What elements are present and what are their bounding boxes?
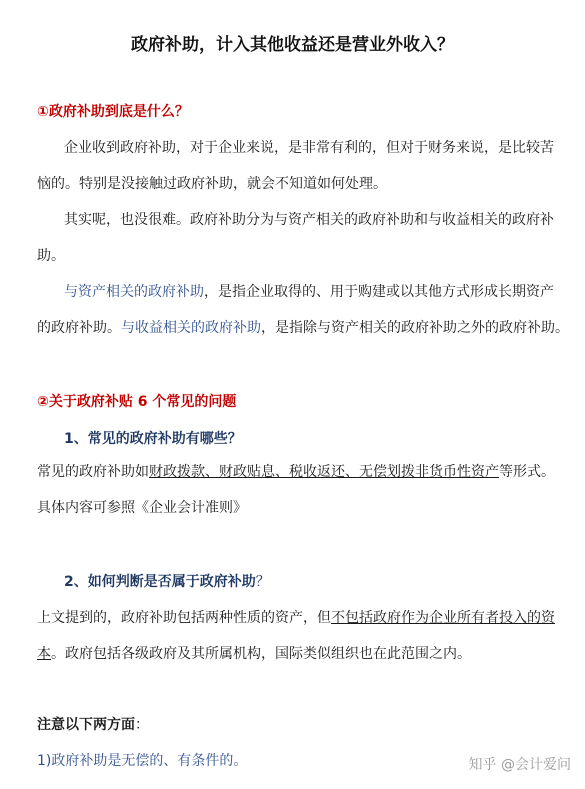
question1-heading: 1、常见的政府补助有哪些？: [64, 431, 242, 447]
subsidy-forms-underlined: 财政拨款、财政贴息、税收返还、无偿划拨非货币性资产: [149, 464, 499, 480]
question1-line1: [37, 463, 555, 481]
question2-line2: [37, 645, 471, 663]
note-item1: 1)政府补助是无偿的、有条件的。: [37, 753, 248, 769]
note-label-text: 注意以下两方面: [37, 717, 135, 733]
paragraph1-line1: 企业收到政府补助，对于企业来说，是非常有利的，但对于财务来说，是比较苦: [64, 140, 554, 156]
section2-heading: ②关于政府补贴 6 个常见的问题: [37, 394, 237, 410]
question2-line1-start: 上文提到的，政府补助包括两种性质的资产，但: [37, 610, 331, 626]
zhihu-watermark: 知乎 @会计爱问: [468, 757, 571, 773]
note-label-colon: ：: [135, 717, 149, 733]
question2-line1: [37, 609, 555, 627]
question1-line1-start: 常见的政府补助如: [37, 464, 149, 480]
asset-related-subsidy-term: 与资产相关的政府补助: [64, 284, 204, 300]
exclusion-underlined: 不包括政府作为企业所有者投入的资: [331, 610, 555, 626]
paragraph3-line2-start: 的政府补助。: [37, 320, 121, 336]
question1-line1-end: 等形式。: [499, 464, 555, 480]
question2-heading: [64, 571, 270, 591]
question1-line2: 具体内容可参照《企业会计准则》: [37, 500, 247, 516]
page-title: 政府补助，计入其他收益还是营业外收入？: [131, 35, 454, 55]
note-label: [37, 716, 149, 734]
paragraph2-line1: 其实呢，也没很难。政府补助分为与资产相关的政府补助和与收益相关的政府补: [64, 212, 554, 228]
income-related-subsidy-term: 与收益相关的政府补助: [121, 320, 261, 336]
paragraph3-line1-rest: ，是指企业取得的、用于购建或以其他方式形成长期资产: [204, 284, 554, 300]
exclusion-underlined-end: 本: [37, 646, 51, 662]
paragraph1-line2: 恼的。特别是没接触过政府补助，就会不知道如何处理。: [37, 176, 387, 192]
paragraph3-line2-rest: ，是指除与资产相关的政府补助之外的政府补助。: [261, 320, 569, 336]
question2-heading-text: 2、如何判断是否属于政府补助: [64, 574, 256, 590]
paragraph2-line2: 助。: [37, 248, 65, 264]
paragraph3-line1: [64, 283, 554, 301]
question2-heading-mark: ？: [255, 574, 270, 590]
section1-heading: ①政府补助到底是什么？: [37, 104, 189, 120]
paragraph3-line2: [37, 319, 569, 337]
question2-line2-rest: 。政府包括各级政府及其所属机构，国际类似组织也在此范围之内。: [51, 646, 471, 662]
